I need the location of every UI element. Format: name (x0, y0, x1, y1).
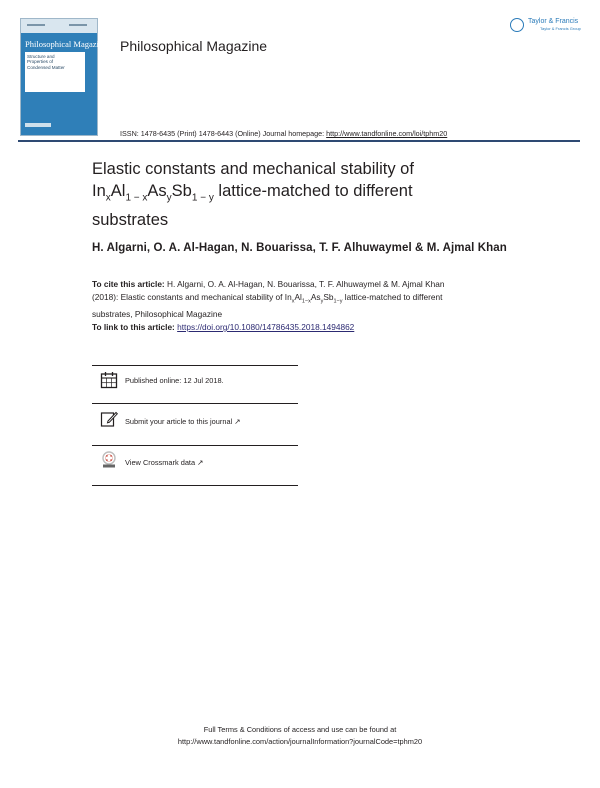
footer (0, 724, 600, 748)
issn-text: ISSN: 1478-6435 (Print) 1478-6443 (Online) Journal homepage: (120, 129, 327, 138)
citation-label: To cite this article: (92, 279, 165, 289)
published-online-text: Published online: 12 Jul 2018. (125, 376, 224, 385)
crossmark-link[interactable]: View Crossmark data ↗ (125, 458, 204, 467)
doi-link[interactable]: https://doi.org/10.1080/14786435.2018.1494862 (177, 322, 355, 332)
journal-cover-image (20, 18, 107, 136)
edit-icon (100, 410, 118, 428)
issn-line (120, 129, 447, 138)
publisher-logo-tagline: Taylor & Francis Group (540, 26, 581, 31)
row-divider (92, 365, 298, 366)
footer-terms-link[interactable]: http://www.tandfonline.com/action/journalInformation?journalCode=tphm20 (177, 737, 423, 746)
cover-publisher-mark (25, 123, 51, 127)
info-rows (92, 365, 298, 490)
row-divider (92, 403, 298, 404)
cover-journal-title: Philosophical Magazine (25, 39, 107, 49)
row-divider (92, 485, 298, 486)
external-link-icon: ↗ (197, 458, 204, 467)
citation-block: To cite this article: H. Algarni, O. A. Al-Hagan, N. Bouarissa, T. F. Alhuwaymel & M. Ajmal Khan (2018): Elastic constants and mechanical stability of $In_xAl_{1-x}As_ySb_{1-y}$ lattice-matched to different substrates, Philosophical Magazine (92, 279, 445, 319)
cover-subtitle: Structure and Properties of Condensed Matter (25, 52, 85, 92)
publisher-logo-icon (510, 18, 524, 32)
crossmark-icon (100, 451, 118, 469)
row-divider (92, 445, 298, 446)
journal-name: Philosophical Magazine (120, 38, 268, 54)
publisher-logo (510, 18, 584, 34)
journal-homepage-link[interactable]: http://www.tandfonline.com/loi/tphm20 (326, 129, 448, 138)
article-authors: H. Algarni, O. A. Al-Hagan, N. Bouarissa, T. F. Alhuwaymel & M. Ajmal Khan (92, 242, 507, 254)
submit-article-link[interactable]: Submit your article to this journal ↗ (125, 417, 241, 426)
cover-top-strip (21, 19, 97, 33)
article-link-line (92, 322, 354, 332)
article-title: Elastic constants and mechanical stability of $In_xAl_{1 - x}As_ySb_{1 - y}$ lattice-matched to different substrates (92, 160, 414, 230)
external-link-icon: ↗ (234, 417, 241, 426)
publisher-logo-name: Taylor & Francis (528, 18, 579, 25)
header-divider (18, 140, 580, 142)
link-label: To link to this article: (92, 322, 178, 332)
footer-terms-text: Full Terms & Conditions of access and use can be found at (203, 725, 397, 734)
calendar-icon (100, 371, 118, 389)
